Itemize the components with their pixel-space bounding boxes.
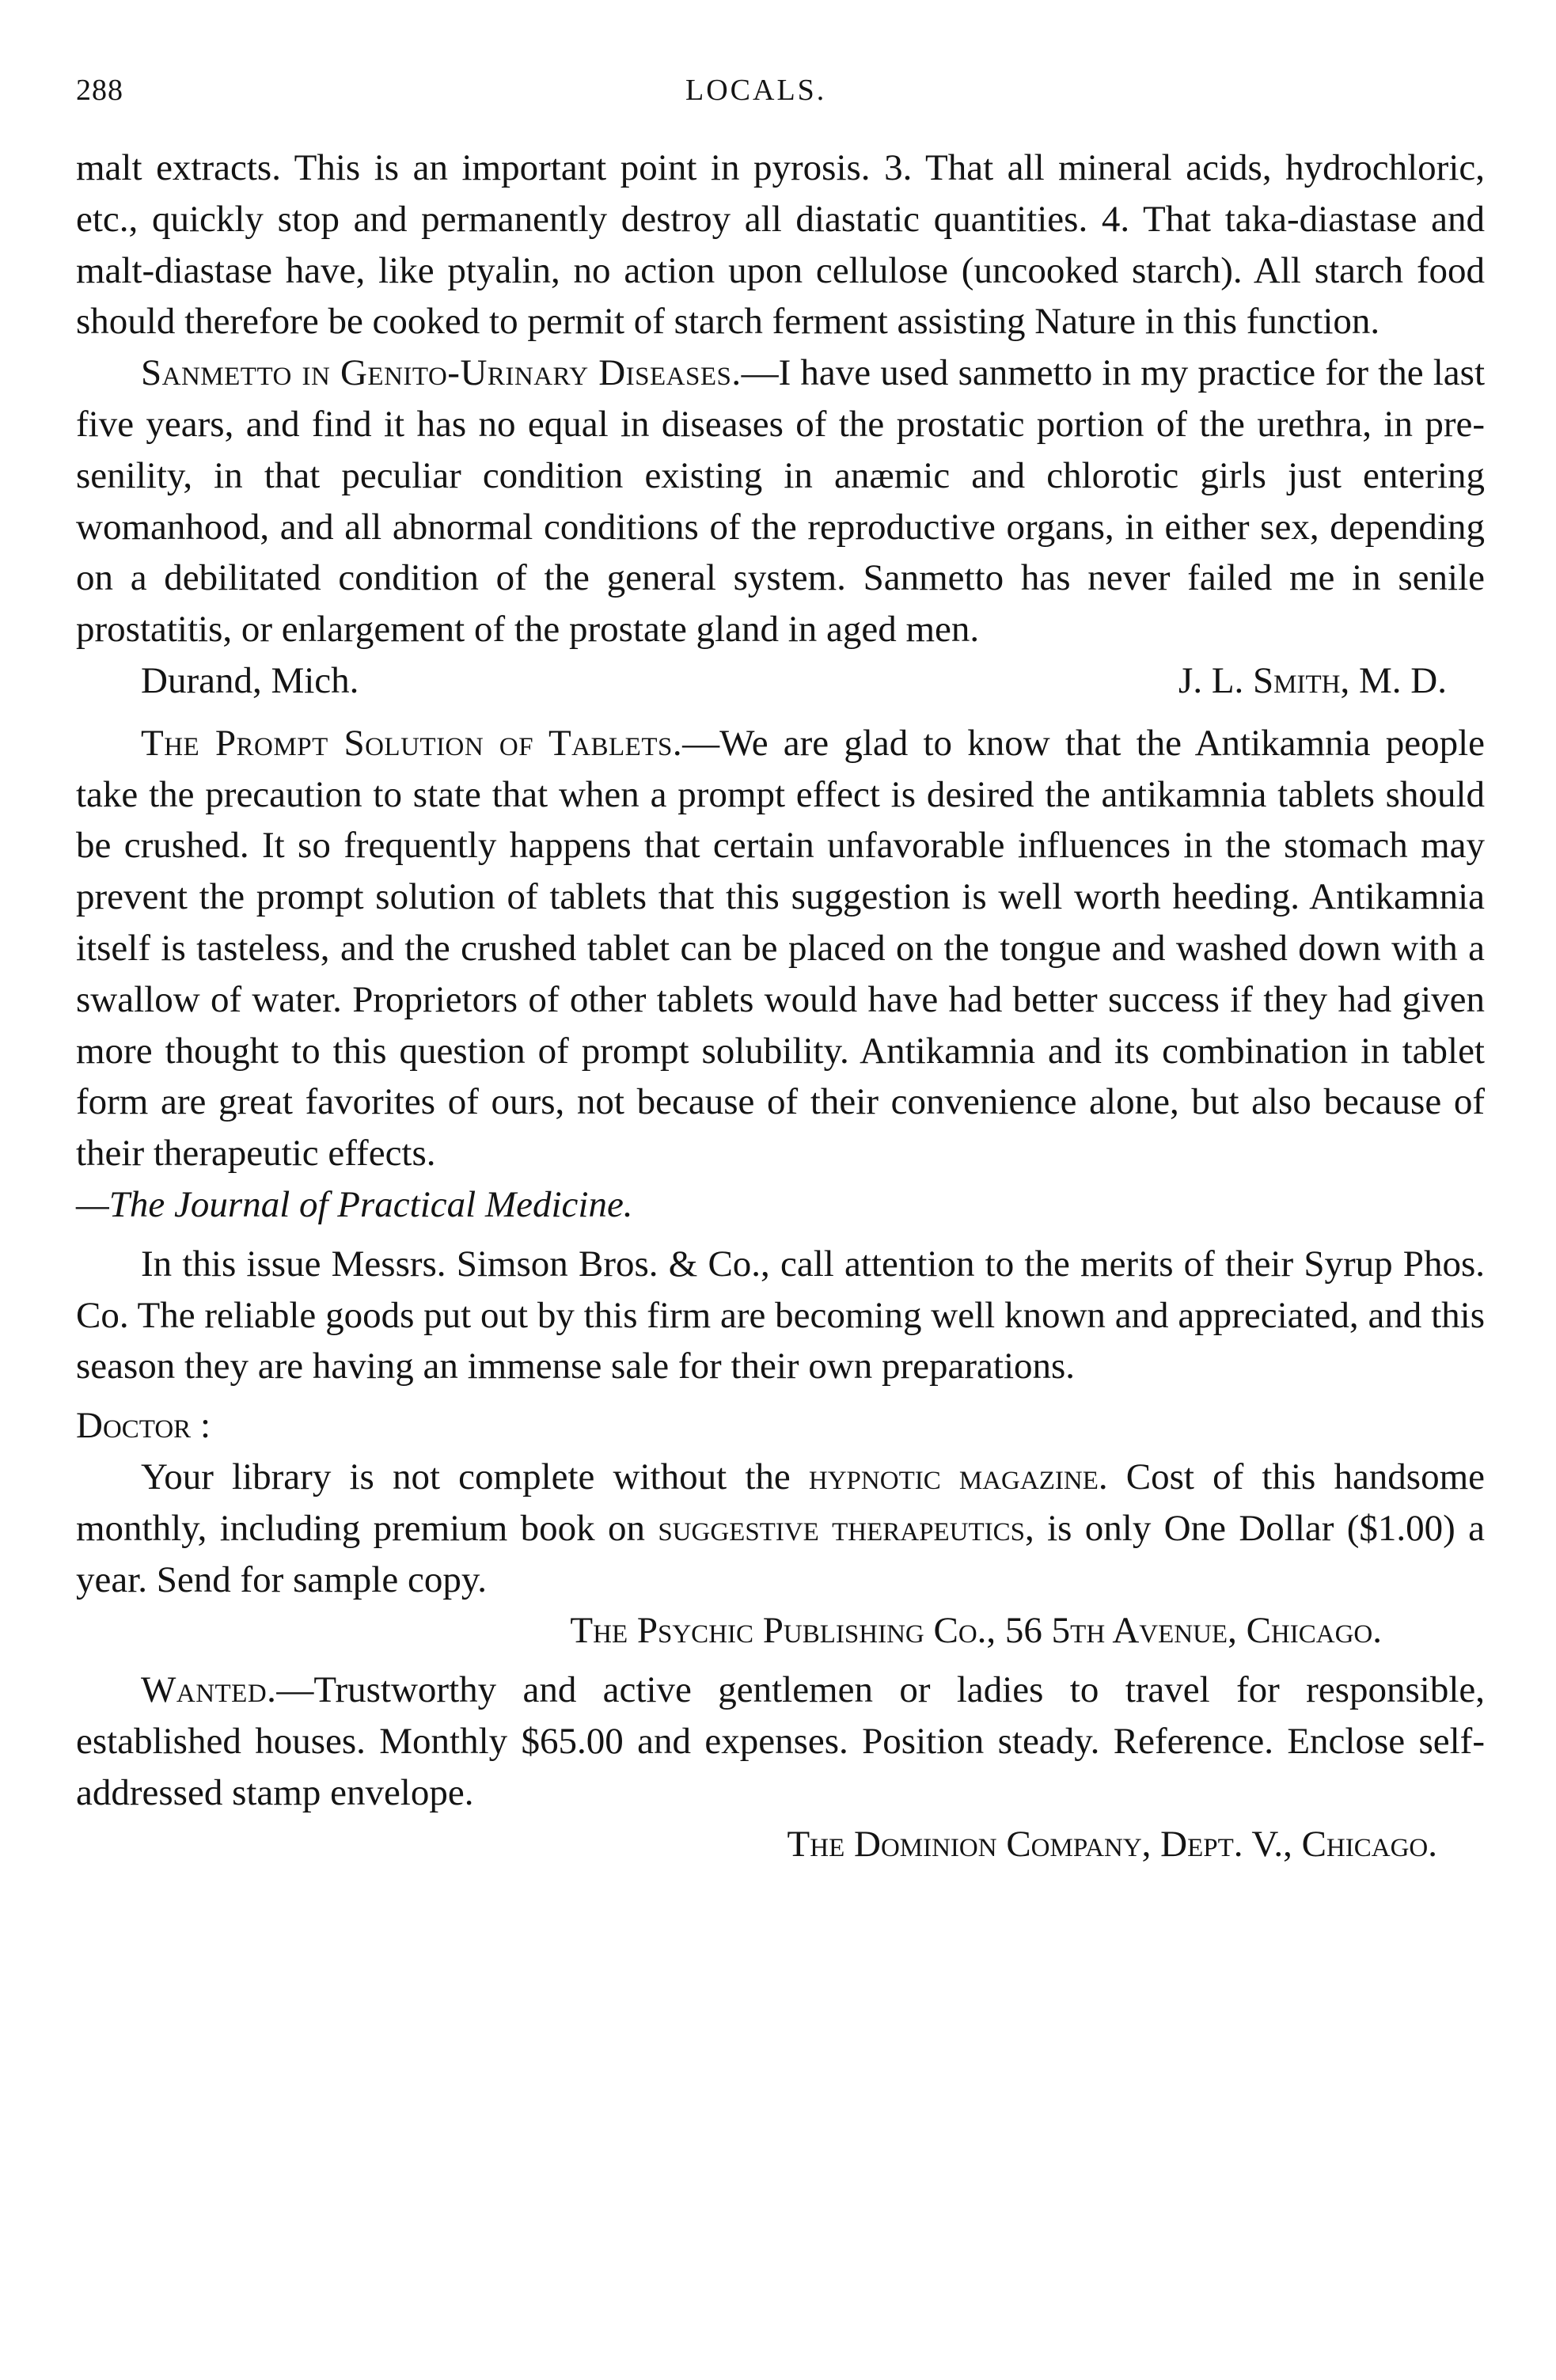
page-number: 288: [76, 74, 123, 107]
wanted-address: The Dominion Company, Dept. V., Chicago.: [787, 1823, 1437, 1865]
doctor-body-2: . Cost of this handsome monthly, including premium book on: [76, 1456, 1486, 1549]
wanted-body: —Trustworthy and active gentlemen or ladies to travel for responsible, established houses. Monthly $65.00 and expenses. Position steady. Reference. Enclose self-addressed stamp envelope.: [76, 1669, 1485, 1813]
doctor-book: suggestive therapeutics: [658, 1507, 1025, 1549]
paragraph-wanted: [76, 1664, 1485, 1818]
paragraph-prompt-solution: [76, 718, 1485, 1179]
paragraph-simson: In this issue Messrs. Simson Bros. & Co., call attention to the merits of their Syrup Phos. Co. The reliable goods put out by this firm are becoming well known and appreciated, and this season they are having an immense sale for their own preparations.: [76, 1243, 1485, 1387]
page-header: [76, 55, 1485, 142]
running-title: LOCALS.: [685, 74, 827, 107]
prompt-heading: The Prompt Solution of Tablets.: [141, 722, 683, 764]
prompt-source: —The Journal of Practical Medicine.: [76, 1183, 633, 1225]
doctor-magazine: hypnotic magazine: [808, 1456, 1099, 1497]
doctor-heading: Doctor :: [76, 1405, 211, 1447]
prompt-body: —We are glad to know that the Antikamnia people take the precaution to state that when a prompt effect is desired the antikamnia tablets should be crushed. It so frequently happens that certain unfavorable influences in the stomach may prevent the prompt solution of tablets that this suggestion is well worth heeding. Antikamnia itself is tasteless, and the crushed tablet can be placed on the tongue and washed down with a swallow of water. Proprietors of other tablets would have had better success if they had given more thought to this question of prompt solubility. Antikamnia and its combination in tablet form are great favorites of ours, not because of their convenience alone, but also because of their therapeutic effects.: [76, 722, 1485, 1175]
paragraph-malt-extracts: malt extracts. This is an important point in pyrosis. 3. That all mineral acids, hydrochloric, etc., quickly stop and permanently destroy all diastatic quantities. 4. That taka-diastase and malt-diastase have, like ptyalin, no action upon cellulose (uncooked starch). All starch food should therefore be cooked to permit of starch ferment assisting Nature in this function.: [76, 147, 1485, 343]
body-text: [76, 142, 1485, 1869]
paragraph-doctor: [76, 1452, 1485, 1605]
sanmetto-author: J. L. Smith, M. D.: [1178, 659, 1447, 701]
doctor-address: The Psychic Publishing Co., 56 5th Avenue, Chicago.: [570, 1610, 1382, 1652]
paragraph-sanmetto: [76, 347, 1485, 655]
doctor-body-3: , is only One Dollar ($1.00) a year. Send for sample copy.: [76, 1507, 1485, 1600]
wanted-heading: Wanted.: [141, 1669, 277, 1711]
document-page: [76, 55, 1485, 1869]
sanmetto-place: Durand, Mich.: [141, 659, 359, 701]
sanmetto-signature: [76, 655, 1485, 707]
sanmetto-body: —I have used sanmetto in my practice for the last five years, and find it has no equal in diseases of the prostatic portion of the urethra, in pre-senility, in that peculiar condition existing in anæmic and chlorotic girls just entering womanhood, and all abnormal conditions of the reproductive organs, in either sex, depending on a debilitated condition of the general system. Sanmetto has never failed me in senile prostatitis, or enlargement of the prostate gland in aged men.: [76, 352, 1485, 651]
sanmetto-heading: Sanmetto in Genito-Urinary Diseases.: [141, 352, 742, 394]
doctor-body-1: Your library is not complete without the: [141, 1456, 809, 1497]
